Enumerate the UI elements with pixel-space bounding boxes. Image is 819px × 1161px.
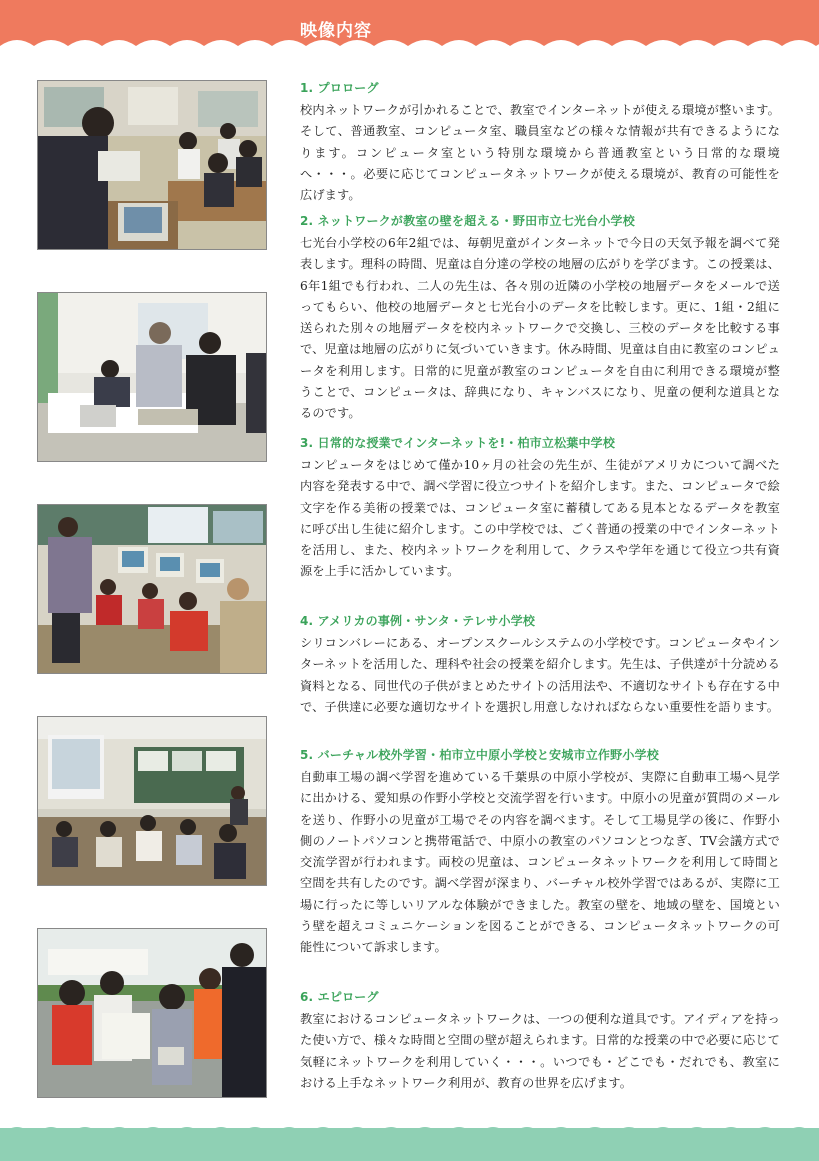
section-body: 教室におけるコンピュータネットワークは、一つの便利な道具です。アイディアを持った使い方で、様々な時間と空間の壁が超えられます。日常的な授業の中で必要に応じて気軽にネットワークを利用していく・・・。いつでも・どこでも・だれでも、教室における上手なネットワーク利用が、教育の世界を広げます。 [300,1012,780,1090]
section-body: シリコンバレーにある、オープンスクールシステムの小学校です。コンピュータやインターネットを活用した、理科や社会の授業を紹介します。先生は、子供達が十分読める資料となる、同世代の子供がまとめたサイトの活用法や、不適切なサイトも存在する中で、子供達に必要な適切なサイトを選択し用意しなければならない重要性を語ります。 [300,636,780,714]
section-matsuba [300,434,780,583]
section-heading: 4. アメリカの事例・サンタ・テレサ小学校 [300,614,536,628]
section-prologue [300,79,780,206]
section-heading: 2. ネットワークが教室の壁を超える・野田市立七光台小学校 [300,214,635,228]
section-heading: 6. エピローグ [300,990,379,1004]
page-title: 映像内容 [300,21,372,41]
section-heading: 3. 日常的な授業でインターネットを!・柏市立松葉中学校 [300,436,616,450]
section-body: 七光台小学校の6年2組では、毎朝児童がインターネットで今日の天気予報を調べて発表します。理科の時間、児童は自分達の学校の地層の広がりを学びます。この授業は、6年1組でも行われ、二人の先生は、各々別の近隣の小学校の地層データをメールで送ってもらい、他校の地層データと七光台小のデータを比較します。更に、1組・2組に送られた別々の地層データを校内ネットワークで交換し、三校のデータを比較する事で、児童は地層の広がりに気づいていきます。休み時間、児童は自由に教室のコンピュータを利用します。日常的に児童が教室のコンピュータを自由に利用できる環境が整うことで、コンピュータは、辞典になり、キャンバスになり、児童の便利な道具となるのです。 [300,236,780,421]
section-epilogue [300,988,780,1094]
section-body: 校内ネットワークが引かれることで、教室でインターネットが使える環境が整います。そして、普通教室、コンピュータ室、職員室などの様々な情報が共有できるようになります。コンピュータ室という特別な環境から普通教室という日常的な環境へ・・・。必要に応じてコンピュータネットワークが使える環境が、教育の可能性を広げます。 [300,103,780,203]
section-body: コンピュータをはじめて僅か10ヶ月の社会の先生が、生徒がアメリカについて調べた内容を発表する中で、調べ学習に役立つサイトを紹介します。また、コンピュータで絵文字を作る美術の授業では、コンピュータ室に蓄積してある見本となるデータを教室に呼び出し生徒に紹介します。この中学校では、ごく普通の授業の中でインターネットを活用し、また、校内ネットワークを利用して、クラスや学年を通じて役立つ共有資源を上手に活かしています。 [300,458,780,579]
photo-video-conference [37,716,267,886]
section-nanakodai [300,212,780,425]
section-santa-teresa [300,612,780,718]
photo-classroom-lesson [37,80,267,250]
section-body: 自動車工場の調べ学習を進めている千葉県の中原小学校が、実際に自動車工場へ見学に出かける、愛知県の作野小学校と交流学習を行います。中原小の児童が質問のメールを送り、作野小の児童が工場でその内容を調べます。そして工場見学の後に、作野小側のノートパソコンと携帯電話で、中原小の教室のパソコンとつなぎ、TV会議方式で交流学習が行われます。両校の児童は、コンピュータネットワークを利用して時間と空間を共有したのです。調べ学習が深まり、バーチャル校外学習ではあるが、実際に工場に行ったに等しいリアルな体験ができました。教室の壁を、地域の壁を、国境という壁を超えコミュニケーションを図ることができる、コンピュータネットワークの可能性について訴求します。 [300,770,780,955]
section-heading: 5. バーチャル校外学習・柏市立中原小学校と安城市立作野小学校 [300,748,659,762]
header-wave [0,34,819,60]
photo-teachers-computers [37,292,267,462]
footer-band [0,1128,819,1161]
section-heading: 1. プロローグ [300,81,379,95]
photo-computer-room [37,504,267,674]
section-virtual-field-trip [300,746,780,959]
photo-factory-visit [37,928,267,1098]
header-band [0,0,819,58]
